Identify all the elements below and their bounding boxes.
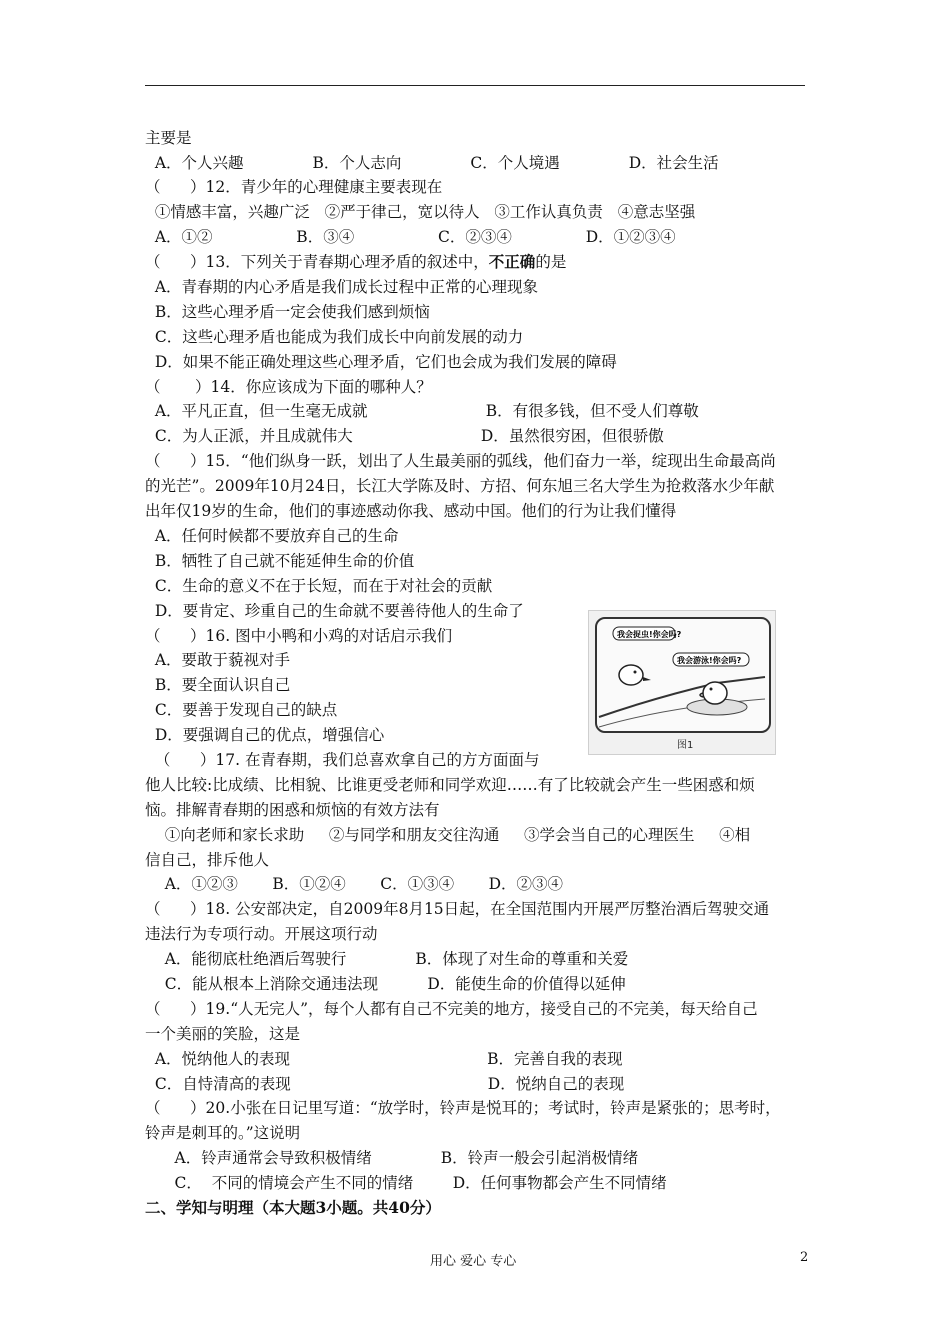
cartoon-figure [588,610,776,755]
text-line: A．铃声通常会导致积极情绪 B．铃声一般会引起消极情绪 [145,1149,639,1167]
text-line: 恼。排解青春期的困惑和烦恼的有效方法有 [145,801,440,819]
text-line: 的是 [535,253,567,271]
text-line: C．为人正派，并且成就伟大 D．虽然很穷困，但很骄傲 [145,427,664,445]
text-line: A．平凡正直，但一生毫无成就 B．有很多钱，但不受人们尊敬 [145,402,699,420]
text-line: B．要全面认识自己 [145,676,291,694]
chick-beak [643,677,651,681]
text-line: 信自己，排斥他人 [145,851,270,869]
text-line: 铃声是刺耳的。”这说明 [145,1124,301,1142]
text-line: 一个美丽的笑脸，这是 [145,1025,301,1043]
text-line: （ ）17. 在青春期，我们总喜欢拿自己的方方面面与 [145,751,540,769]
page-number: 2 [800,1250,809,1265]
duck-eye [710,688,713,691]
chick-eye [634,671,637,674]
text-line: ①情感丰富，兴趣广泛 ②严于律己，宽以待人 ③工作认真负责 ④意志坚强 [145,203,696,221]
text-line: （ ）15．“他们纵身一跃，划出了人生最美丽的弧线，他们奋力一举，绽现出生命最高尚 [145,452,776,470]
text-line: C．生命的意义不在于长短，而在于对社会的贡献 [145,577,493,595]
text-line: C．要善于发现自己的缺点 [145,701,338,719]
section-heading: 二、学知与明理（本大题3小题。共40分） [145,1198,441,1217]
footer-text: 用心 爱心 专心 [430,1254,517,1269]
cartoon-frame [595,617,771,733]
text-line: A．悦纳他人的表现 B．完善自我的表现 [145,1050,623,1068]
text-line: （ ）20.小张在日记里写道：“放学时，铃声是悦耳的；考试时，铃声是紧张的；思考时， [145,1099,781,1117]
text-line: A．①②③ B．①②④ C．①③④ D．②③④ [145,875,564,893]
text-line: （ ）16. 图中小鸭和小鸡的对话启示我们 [145,627,453,645]
text-line: A．青春期的内心矛盾是我们成长过程中正常的心理现象 [145,278,539,296]
chick-body [619,665,643,685]
question-13 [145,252,566,272]
figure-caption: 图1 [677,740,694,751]
text-line: D．要强调自己的优点，增强信心 [145,726,385,744]
text-line: （ ）19.“人无完人”，每个人都有自己不完美的地方，接受自己的不完美，每天给自己 [145,1000,758,1018]
text-line: A．①② B．③④ C．②③④ D．①②③④ [145,228,676,246]
text-line: D．如果不能正确处理这些心理矛盾，它们也会成为我们发展的障碍 [145,353,617,371]
text-line: 违法行为专项行动。开展这项行动 [145,925,378,943]
text-line: A．要敢于藐视对手 [145,651,291,669]
duck-body [703,682,727,704]
emphasis-not-correct: 不正确 [488,252,536,271]
cartoon-drawing [597,619,769,731]
text-line: 他人比较:比成绩、比相貌、比谁更受老师和同学欢迎……有了比较就会产生一些困惑和烦 [145,776,755,794]
text-line: 出年仅19岁的生命，他们的事迹感动你我、感动中国。他们的行为让我们懂得 [145,502,677,520]
text-line: C．这些心理矛盾也能成为我们成长中向前发展的动力 [145,328,524,346]
text-line: ①向老师和家长求助 ②与同学和朋友交往沟通 ③学会当自己的心理医生 ④相 [145,826,751,844]
text-line: B．这些心理矛盾一定会使我们感到烦恼 [145,303,430,321]
text-line: A．任何时候都不要放弃自己的生命 [145,527,399,545]
text-line: （ ）13．下列关于青春期心理矛盾的叙述中， [145,253,489,271]
text-line: 的光芒”。2009年10月24日，长江大学陈及时、方招、何东旭三名大学生为抢救落水少年献 [145,477,775,495]
bubble-duck-text: 我会游泳!你会吗? [677,656,742,665]
text-line: C．自恃清高的表现 D．悦纳自己的表现 [145,1075,625,1093]
header-rule [145,85,805,86]
text-line: 主要是 [145,129,192,147]
text-line: （ ）12．青少年的心理健康主要表现在 [145,178,443,196]
text-line: C． 不同的情境会产生不同的情绪 D．任何事物都会产生不同情绪 [145,1174,667,1192]
text-line: B．牺牲了自己就不能延伸生命的价值 [145,552,415,570]
text-line: A．能彻底杜绝酒后驾驶行 B．体现了对生命的尊重和关爱 [145,950,629,968]
text-line: A．个人兴趣 B．个人志向 C．个人境遇 D．社会生活 [145,154,719,172]
bubble-chick-text: 我会捉虫!你会吗? [617,630,682,639]
text-line: D．要肯定、珍重自己的生命就不要善待他人的生命了 [145,602,524,620]
text-line: （ ）14．你应该成为下面的哪种人？ [145,378,432,396]
text-line: C．能从根本上消除交通违法现 D．能使生命的价值得以延伸 [145,975,626,993]
text-line: （ ）18. 公安部决定，自2009年8月15日起，在全国范围内开展严厉整治酒后驾驶交通 [145,900,770,918]
